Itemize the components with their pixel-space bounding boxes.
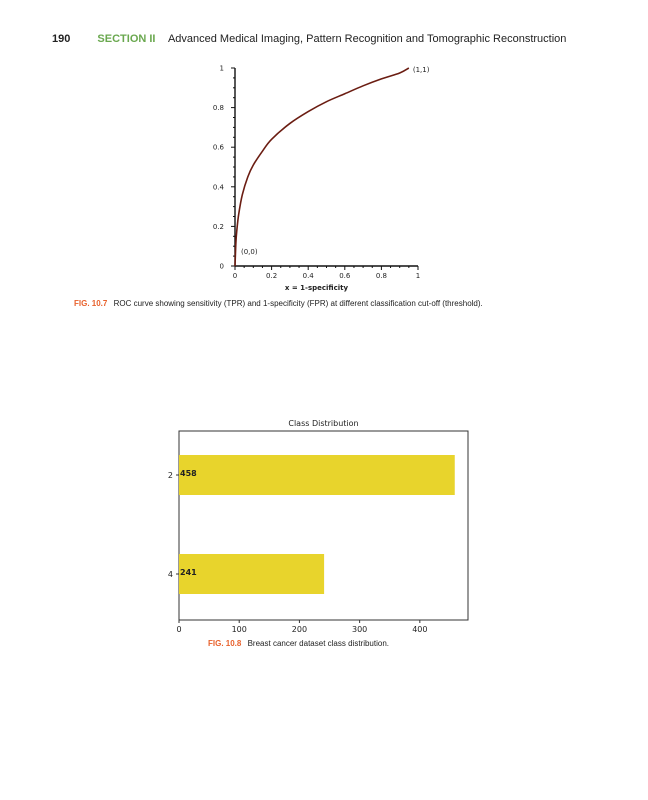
y-tick-label: 0.8 xyxy=(212,104,224,113)
x-tick-label: 0.2 xyxy=(266,272,278,280)
x-tick-label: 100 xyxy=(231,625,247,634)
caption-text: ROC curve showing sensitivity (TPR) and 1-specificity (FPR) at different classification cut-off (threshold). xyxy=(113,299,483,308)
figure-caption-10-7 xyxy=(74,299,483,308)
x-tick-label: 300 xyxy=(351,625,368,634)
point-annotation: (0,0) xyxy=(241,248,258,256)
figure-caption-10-8 xyxy=(208,639,389,648)
x-tick-label: 400 xyxy=(412,625,428,634)
x-tick-label: 0 xyxy=(176,625,182,634)
x-tick-label: 0 xyxy=(232,272,238,280)
bar xyxy=(179,455,455,495)
x-tick-label: 200 xyxy=(291,625,308,634)
x-tick-label: 0.4 xyxy=(302,272,314,280)
x-tick-label: 0.8 xyxy=(375,272,387,280)
roc-curve xyxy=(235,68,409,266)
caption-text: Breast cancer dataset class distribution. xyxy=(247,639,389,648)
y-tick-label: 0.4 xyxy=(212,183,224,192)
data-label: 458 xyxy=(180,469,197,478)
section-label: SECTION II xyxy=(97,33,156,45)
y-tick-label: 0.6 xyxy=(212,143,224,152)
point-annotation: (1,1) xyxy=(412,66,430,74)
x-tick-label: 1 xyxy=(415,272,421,280)
y-tick-label: 0 xyxy=(219,262,224,271)
data-label: 241 xyxy=(180,568,197,577)
figure-label: FIG. 10.8 xyxy=(208,639,242,648)
y-tick-label: 4 xyxy=(167,570,173,579)
y-tick-label: 2 xyxy=(167,471,173,480)
y-tick-label: 0.2 xyxy=(212,222,224,231)
chart-title: Class Distribution xyxy=(288,419,359,428)
figure-label: FIG. 10.7 xyxy=(74,299,108,308)
book-title: Advanced Medical Imaging, Pattern Recognition and Tomographic Reconstruction xyxy=(167,33,567,45)
x-tick-label: 0.6 xyxy=(339,272,351,280)
y-tick-label: 1 xyxy=(219,64,224,73)
page-number: 190 xyxy=(52,33,71,45)
x-axis-label: x = 1-specificity xyxy=(284,284,349,292)
bar xyxy=(179,554,324,594)
